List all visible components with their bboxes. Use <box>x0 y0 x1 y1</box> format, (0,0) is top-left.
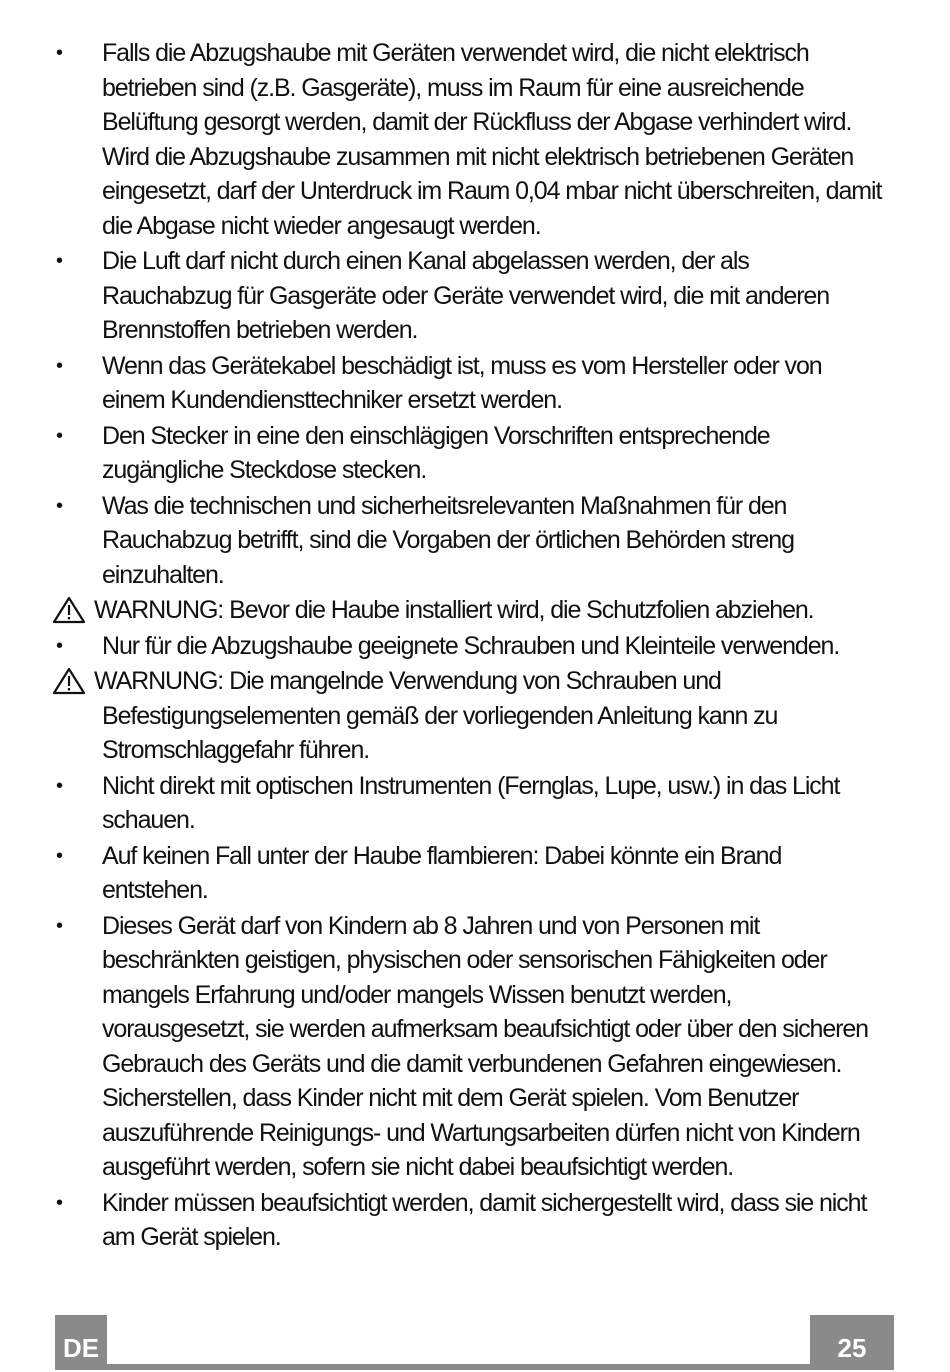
list-item-text: Was die technischen und sicherheitsrelevanten Maßnahmen für den Rauchabzug betrifft, sind die Vorgaben der örtlichen Behörden streng einzuhalten. <box>102 491 794 589</box>
list-item <box>52 489 882 593</box>
bullet-icon: • <box>56 42 62 64</box>
list-item-text: Auf keinen Fall unter der Haube flambieren: Dabei könnte ein Brand entstehen. <box>102 841 782 904</box>
language-tab: DE <box>55 1315 107 1370</box>
list-item-text: Kinder müssen beaufsichtigt werden, damit sichergestellt wird, dass sie nicht am Gerät spielen. <box>102 1188 867 1251</box>
warning-label: WARNUNG: <box>94 667 224 695</box>
list-item-text: Nur für die Abzugshaube geeignete Schrauben und Kleinteile verwenden. <box>102 631 840 660</box>
list-item-text: Nicht direkt mit optischen Instrumenten (Fernglas, Lupe, usw.) in das Licht schauen. <box>102 771 840 834</box>
warning-label: WARNUNG: <box>94 596 224 624</box>
warning-text: Die mangelnde Verwendung von Schrauben und <box>229 667 721 695</box>
list-item <box>52 36 882 243</box>
bullet-icon: • <box>56 914 62 937</box>
bullet-icon: • <box>56 494 62 517</box>
page-content <box>52 36 882 1256</box>
list-item <box>52 1186 882 1255</box>
list-item <box>52 909 882 1185</box>
warning-triangle-icon <box>52 596 86 624</box>
bullet-icon: • <box>56 1191 62 1214</box>
warning-triangle-icon <box>52 667 86 695</box>
warning-note <box>52 593 882 628</box>
warning-note <box>52 664 882 768</box>
list-item-text: Den Stecker in eine den einschlägigen Vorschriften entsprechende zugängliche Steckdose stecken. <box>102 421 770 484</box>
list-item <box>52 419 882 488</box>
bullet-icon: • <box>56 634 62 657</box>
list-item <box>52 244 882 348</box>
list-item <box>52 349 882 418</box>
bullet-icon: • <box>56 424 62 447</box>
list-item-text: Dieses Gerät darf von Kindern ab 8 Jahren und von Personen mit beschränkten geistigen, physischen oder sensorischen Fähigkeiten oder mangels Erfahrung und/oder mangels Wissen benutzt werden, vorausgesetzt, sie werden aufmerksam beaufsichtigt oder über den sicheren Gebrauch des Geräts und die damit verbundenen Gefahren eingewiesen. Sicherstellen, dass Kinder nicht mit dem Gerät spielen. Vom Benutzer auszuführende Reinigungs- und Wartungsarbeiten dürfen nicht von Kindern ausgeführt werden, sofern sie nicht dabei beaufsichtigt werden. <box>102 911 868 1181</box>
list-item-text: Falls die Abzugshaube mit Geräten verwendet wird, die nicht elektrisch betrieben sind (z.B. Gasgeräte), muss im Raum für eine ausreichende Belüftung gesorgt werden, damit der Rückfluss der Abgase verhindert wird. Wird die Abzugshaube zusammen mit nicht elektrisch betriebenen Geräten eingesetzt, darf der Unterdruck im Raum 0,04 mbar nicht überschreiten, damit die Abgase nicht wieder angesaugt werden. <box>102 39 882 240</box>
list-item <box>52 769 882 838</box>
list-item <box>52 839 882 908</box>
bullet-icon: • <box>56 774 62 797</box>
bullet-icon: • <box>56 354 62 377</box>
footer-rule <box>107 1364 810 1370</box>
warning-text: Bevor die Haube installiert wird, die Schutzfolien abziehen. <box>229 596 814 624</box>
list-item-text: Die Luft darf nicht durch einen Kanal abgelassen werden, der als Rauchabzug für Gasgeräte oder Geräte verwendet wird, die mit anderen Brennstoffen betrieben werden. <box>102 247 830 344</box>
list-item-text: Wenn das Gerätekabel beschädigt ist, muss es vom Hersteller oder von einem Kundendiensttechniker ersetzt werden. <box>102 351 822 414</box>
page-number: 25 <box>810 1315 894 1370</box>
warning-text-continued: Befestigungselementen gemäß der vorliegenden Anleitung kann zu Stromschlaggefahr führen. <box>102 701 778 764</box>
bullet-icon: • <box>56 250 62 272</box>
bullet-icon: • <box>56 844 62 867</box>
list-item <box>52 629 882 664</box>
